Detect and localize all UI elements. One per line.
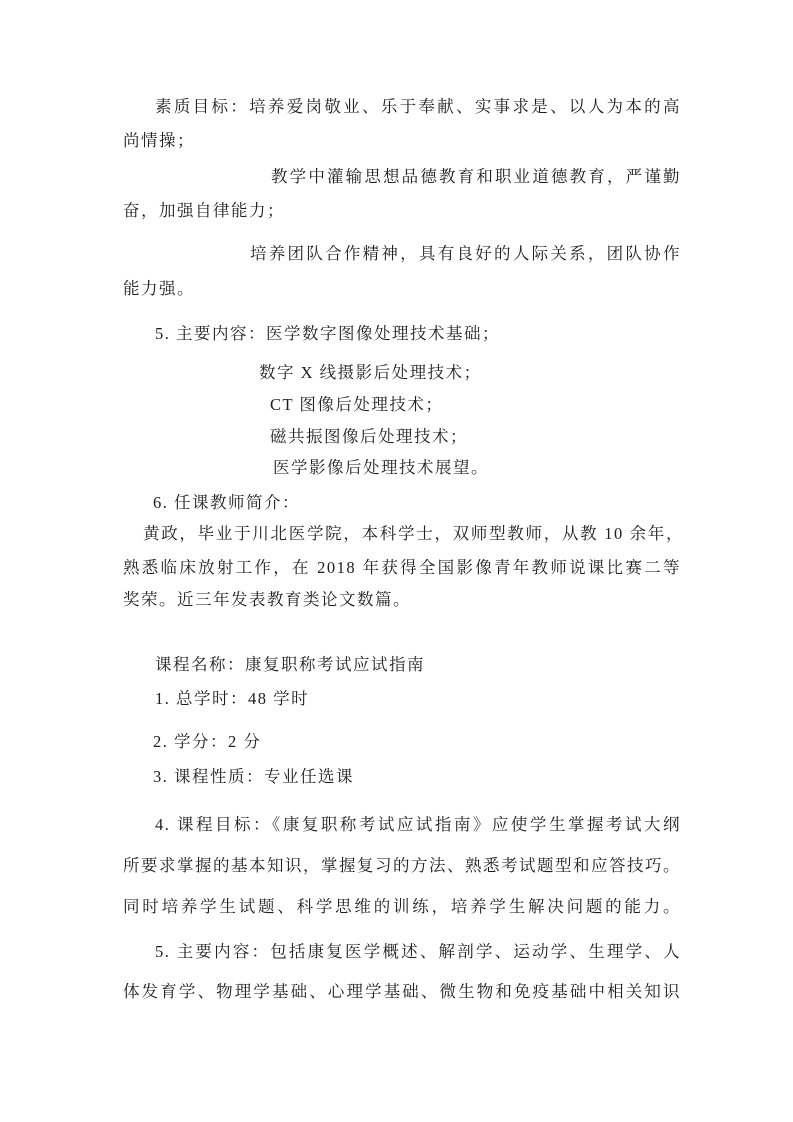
- text-line-21: 所要求掌握的基本知识，掌握复习的方法、熟悉考试题型和应答技巧。: [123, 856, 681, 875]
- text-line-2: 尚情操；: [123, 131, 195, 150]
- text-line-10: 磁共振图像后处理技术；: [270, 427, 468, 446]
- text-line-18: 2. 学分：2 分: [153, 732, 262, 751]
- text-line-5: 培养团队合作精神，具有良好的人际关系，团队协作: [250, 244, 681, 263]
- text-line-19: 3. 课程性质：专业任选课: [153, 767, 354, 786]
- text-line-14: 熟悉临床放射工作，在 2018 年获得全国影像青年教师说课比赛二等: [123, 558, 681, 577]
- text-line-1: 素质目标：培养爱岗敬业、乐于奉献、实事求是、以人为本的高: [155, 97, 681, 116]
- text-line-17: 1. 总学时：48 学时: [155, 689, 310, 708]
- text-line-22: 同时培养学生试题、科学思维的训练，培养学生解决问题的能力。: [123, 897, 681, 916]
- text-line-11: 医学影像后处理技术展望。: [273, 458, 489, 477]
- text-line-6: 能力强。: [123, 279, 195, 298]
- text-line-20: 4. 课程目标：《康复职称考试应试指南》应使学生掌握考试大纲: [155, 815, 681, 834]
- text-line-4: 奋，加强自律能力；: [123, 201, 285, 220]
- text-line-24: 体发育学、物理学基础、心理学基础、微生物和免疫基础中相关知识: [123, 982, 681, 1001]
- text-line-12: 6. 任课教师简介：: [153, 493, 300, 512]
- text-line-9: CT 图像后处理技术；: [270, 395, 444, 414]
- text-line-3: 教学中灌输思想品德教育和职业道德教育，严谨勤: [271, 167, 681, 186]
- text-line-16: 课程名称：康复职称考试应试指南: [155, 655, 425, 674]
- text-line-23: 5. 主要内容：包括康复医学概述、解剖学、运动学、生理学、人: [155, 942, 681, 961]
- text-line-15: 奖荣。近三年发表教育类论文数篇。: [123, 590, 411, 609]
- text-line-13: 黄政，毕业于川北医学院，本科学士，双师型教师，从教 10 余年，: [143, 524, 684, 543]
- text-line-8: 数字 X 线摄影后处理技术；: [259, 363, 482, 382]
- text-line-7: 5. 主要内容：医学数字图像处理技术基础；: [155, 324, 500, 343]
